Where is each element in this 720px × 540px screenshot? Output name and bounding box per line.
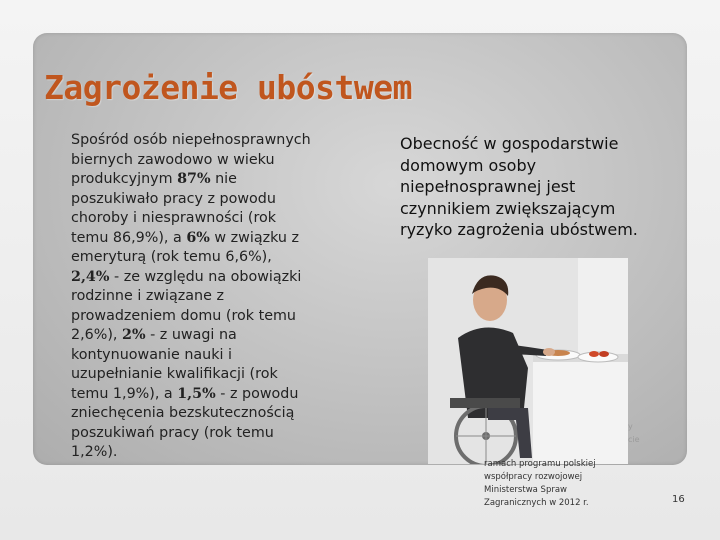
bullet-text-segment: Spośród osób niepełnosprawnych biernych zawodowo w wieku produkcyjnym <box>71 132 311 187</box>
bullet-text-segment: w związku z emeryturą (rok temu 6,6%), <box>71 229 300 265</box>
bullet-text-segment: - z uwagi na kontynuowanie nauki i uzupełnianie kwalifikacji (rok temu 1,9%), a <box>71 327 278 402</box>
page-number: 16 <box>672 494 685 505</box>
photo-caption: ramach programu polskiej współpracy rozwojowej Ministerstwa Spraw Zagranicznych w 2012 r. <box>484 459 596 508</box>
highlighted-percentage: 87% <box>177 171 211 187</box>
right-bullet-text: Obecność w gospodarstwie domowym osoby niepełnosprawnej jest czynnikiem zwiększającym ryzyko zagrożenia ubóstwem. <box>400 134 638 239</box>
slide-title: Zagrożenie ubóstwem <box>44 68 412 107</box>
photo-man-in-wheelchair-cooking <box>428 258 628 464</box>
bullet-text-segment: - z powodu zniechęcenia bezskutecznością poszukiwań pracy (rok temu 1,2%). <box>71 385 299 460</box>
photo-illustration <box>428 258 628 464</box>
bullet-text-segment: nie poszukiwało pracy z powodu choroby i niesprawności (rok temu 86,9%), a <box>71 171 277 246</box>
highlighted-percentage: 2% <box>122 327 146 343</box>
highlighted-percentage: 6% <box>186 229 210 246</box>
bullet-text-segment: - ze względu na obowiązki rodzinne i związane z prowadzeniem domu (rok temu 2,6%), <box>71 268 302 343</box>
left-bullet-text <box>71 131 361 463</box>
caption-fragment: y cie <box>628 422 640 444</box>
highlighted-percentage: 1,5% <box>177 385 216 402</box>
highlighted-percentage: 2,4% <box>71 268 110 285</box>
